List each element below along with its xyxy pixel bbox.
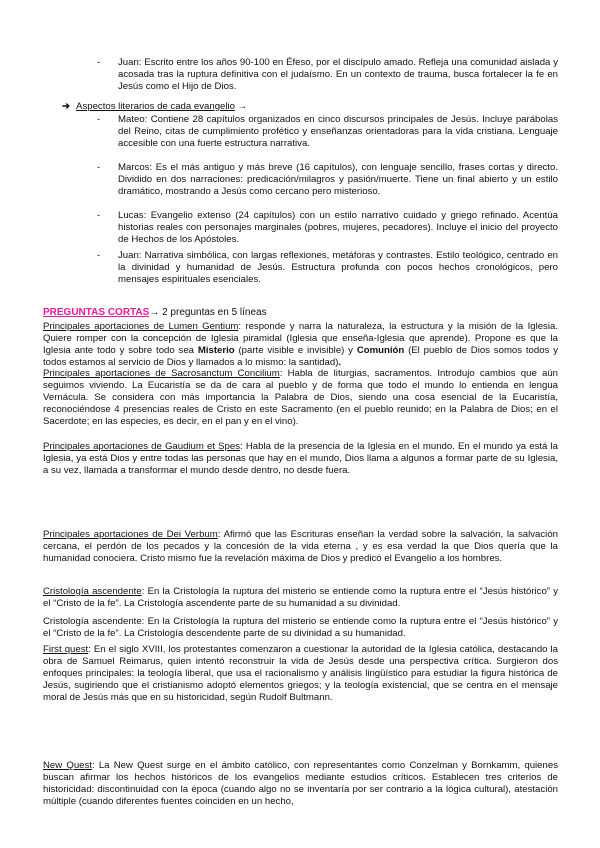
paragraph-sacrosanctum	[43, 368, 558, 428]
paragraph-text: : En la Cristología la ruptura del misterio se entiende como la ruptura entre el “Jesús histórico” y el “Cristo de la fe”. La Cristología ascendente parte de su humanidad a su divinidad.	[43, 586, 558, 610]
gaudium-heading: Principales aportaciones de Gaudium et Spes	[43, 441, 241, 452]
cristologia-heading: Cristología ascendente	[43, 586, 142, 597]
lumen-gentium-heading: Principales aportaciones de Lumen Gentium	[43, 321, 239, 332]
bold-term: Misterio	[197, 345, 235, 357]
sacrosanctum-heading: Principales aportaciones de Sacrosanctum Concilium	[43, 368, 280, 379]
paragraph-new-quest	[43, 760, 558, 808]
preguntas-title: PREGUNTAS CORTAS	[43, 307, 150, 318]
paragraph-cristologia-descendente: Cristología ascendente: En la Cristología la ruptura del misterio se entiende como la ruptura entre el “Jesús histórico” y el “Cristo de la fe”. La Cristología descendente parte de su divinidad a su humanidad.	[43, 616, 558, 640]
paragraph-text: : Habla de la presencia de la Iglesia en el mundo. En el mundo ya está la Iglesia, ya está Dios y entre todas las personas que hay en el mundo, Dios llama a algunos a formar parte de su Iglesia, a su vez, llamada a transformar el mundo desde dentro, no desde fuera.	[43, 441, 558, 477]
bullet-dash: -	[97, 162, 101, 173]
first-quest-heading: First quest	[43, 644, 89, 655]
paragraph-lumen-gentium	[43, 321, 558, 369]
paragraph-cristologia-ascendente	[43, 586, 558, 610]
new-quest-heading: New Quest	[43, 760, 92, 771]
paragraph-text: (parte visible e invisible) y	[234, 345, 357, 357]
paragraph-dei-verbum	[43, 529, 558, 565]
aspectos-heading	[62, 101, 247, 113]
paragraph-gaudium	[43, 441, 558, 477]
paragraph-text: (El pueblo de Dios somos todos y todos estamos al servicio de Dios y llamados a lo mismo: la santidad)	[43, 345, 558, 369]
section-heading	[43, 307, 267, 319]
bold-period: .	[338, 357, 342, 369]
preguntas-subtitle: → 2 preguntas en 5 líneas	[149, 307, 267, 318]
bullet-dash: -	[97, 57, 101, 68]
paragraph-text: : responde y narra la naturaleza, la estructura y la misión de la Iglesia. Quiere romper con la concepción de Iglesia piramidal (Iglesia que enseña-Iglesia que aprende). Propone es que la Iglesia ante todo y sobre todo sea	[43, 321, 558, 357]
paragraph-text: : En el siglo XVIII, los protestantes comenzaron a cuestionar la autoridad de la Iglesia católica, destacando la obra de Samuel Reimarus, quien intentó reconstruir la vida de Jesús desde una perspectiva crítica. Surgieron dos enfoques principales: la teología liberal, que usa el racionalismo y análisis lingüístico para estudiar la figura histórica de Jesús, sugiriendo que el cristianismo adoptó elementos griegos; y la teología existencial, que se centra en el mensaje moral de Jesús más que en su historicidad, según Rudolf Bultmann.	[43, 644, 558, 704]
bullet-dash: -	[97, 114, 101, 125]
list-item-marcos: Marcos: Es el más antiguo y más breve (16 capítulos), con lenguaje sencillo, frases cortas y directo. Dividido en dos narraciones: predicación/milagros y pasión/muerte. Tiene un final abierto y un estilo dramático, mostrando a Jesús como cercano pero misterioso.	[118, 162, 558, 198]
arrow-icon: ➔	[62, 101, 71, 112]
bold-term: Comunión	[356, 345, 405, 357]
juan-intro-text: Juan: Escrito entre los años 90-100 en Éfeso, por el discípulo amado. Refleja una comunidad aislada y acosada tras la ruptura definitiva con el judaísmo. En un contexto de trauma, busca fortalecer la fe en Jesús como el Hijo de Dios.	[118, 57, 558, 93]
aspectos-link[interactable]: Aspectos literarios de cada evangelio	[76, 101, 235, 112]
paragraph-text: : Afirmó que las Escrituras enseñan la verdad sobre la salvación, la salvación cercana, el perdón de los pecados y la concesión de la vida eterna , y es esa verdad la que Dios quería que la humanidad conociera. Cristo mismo fue la revelación máxima de Dios y predicó el Evangelio a los hombres.	[43, 529, 558, 565]
paragraph-text: : Habla de liturgias, sacramentos. Introdujo cambios que aún seguimos viviendo. La Eucaristía se da de cara al pueblo y de forma que todo el mundo lo entienda en lengua Vernácula. Se considera con más importancia la Palabra de Dios, siendo una cosa esencial de la Eucaristía, reconociéndose 4 presencias reales de Cristo en este Sacramento (en el pueblo reunido; en la Palabra de Dios; en el Sacerdote; en las especies, es decir, en el pan y en el vino).	[43, 368, 558, 428]
paragraph-first-quest	[43, 644, 558, 704]
paragraph-text: : La New Quest surge en el ámbito católico, con representantes como Conzelman y Bornkamm, quienes buscan afirmar los hechos históricos de los evangelios mediante estudios críticos. Establecen tres criterios de historicidad: discontinuidad con la época (cuando algo no se inventaría por ser contrario a la lógica cultural), atestación múltiple (cuando diferentes fuentes coinciden en un hecho,	[43, 760, 558, 808]
bullet-dash: -	[97, 250, 101, 261]
dei-verbum-heading: Principales aportaciones de Dei Verbum	[43, 529, 218, 540]
bullet-dash: -	[97, 210, 101, 221]
list-item-mateo: Mateo: Contiene 28 capítulos organizados en cinco discursos principales de Jesús. Incluye parábolas del Reino, citas de cumplimiento profético y enseñanzas orientadoras para la vida cristiana. Lenguaje accesible con una fuerte estructura narrativa.	[118, 114, 558, 150]
aspectos-tail: →	[234, 101, 248, 112]
list-item-juan: Juan: Narrativa simbólica, con largas reflexiones, metáforas y contrastes. Estilo teológico, centrado en la divinidad y humanidad de Jesús. Estructura profunda con pocos hechos cronológicos, pero mensajes espirituales esenciales.	[118, 250, 558, 286]
list-item-lucas: Lucas: Evangelio extenso (24 capítulos) con un estilo narrativo cuidado y griego refinado. Acentúa historias reales con personajes marginales (pobres, mujeres, pecadores). Incluye el inicio del proyecto de Hechos de los Apóstoles.	[118, 210, 558, 246]
